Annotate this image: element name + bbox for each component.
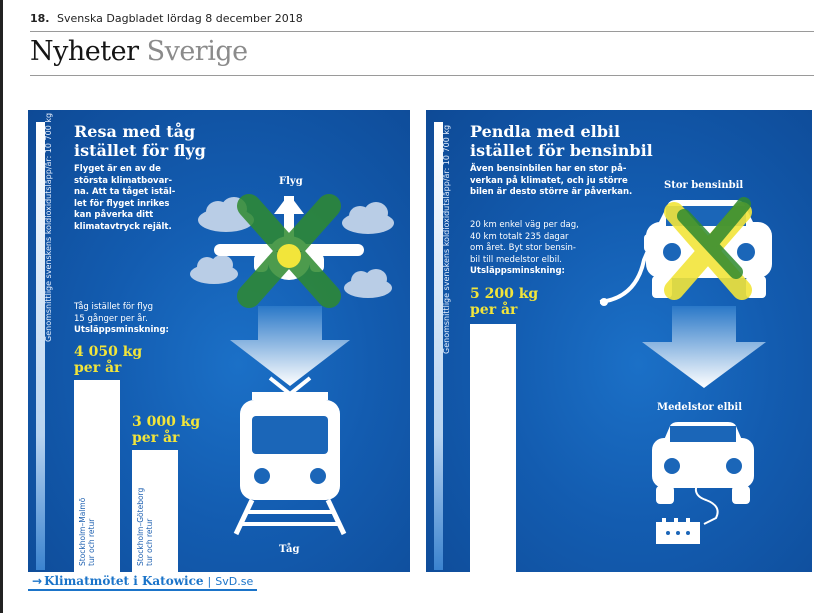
panel-title	[470, 122, 653, 160]
intro-line: klimatavtryck rejält.	[74, 221, 172, 232]
big-car-label: Stor bensinbil	[664, 180, 744, 191]
value-amount: 3 000 kg	[132, 414, 201, 430]
detail-line: bil till medelstor elbil.	[470, 254, 563, 265]
value-goteborg	[132, 414, 200, 446]
petrol-car-icon	[596, 198, 776, 308]
electric-car-icon	[648, 420, 758, 550]
detail-line: om året. Byt stor bensin-	[470, 243, 576, 253]
section-rule	[30, 75, 814, 76]
down-arrow-icon	[230, 306, 350, 386]
detail-line: 40 km totalt 235 dagar	[470, 231, 569, 242]
publication-line: Svenska Dagbladet lördag 8 december 2018	[57, 12, 303, 25]
bar-label-line: Stockholm–Malmö	[78, 497, 87, 566]
down-arrow-icon	[642, 306, 766, 388]
intro-line: na. Att ta tåget istäl-	[74, 187, 176, 197]
footer-kicker-text[interactable]: Klimatmötet i Katowice	[44, 574, 204, 588]
header-rule	[30, 31, 814, 32]
value-malmo	[74, 344, 142, 376]
value-ev	[470, 286, 538, 318]
panel-title-line1: Resa med tåg	[74, 122, 196, 141]
detail-text	[470, 220, 579, 278]
intro-line: bilen är desto större är påverkan.	[470, 187, 633, 197]
intro-line: Flyget är en av de	[74, 164, 161, 174]
emissions-scale-label: Genomsnittlige svenskens koldioxidutsläpp/år: 10 700 kg	[44, 112, 53, 342]
intro-text	[470, 164, 632, 199]
reduction-label: Utsläppsminskning:	[74, 325, 169, 335]
footer-site-link[interactable]: SvD.se	[215, 574, 254, 588]
train-label: Tåg	[279, 544, 300, 555]
intro-line: let för flyget inrikes	[74, 198, 170, 209]
value-amount: 5 200 kg	[470, 286, 539, 302]
intro-line: största klimatbovar-	[74, 175, 173, 186]
detail-line: 15 gånger per år.	[74, 313, 148, 324]
airplane-icon	[214, 196, 364, 306]
panel-title-line2: istället för flyg	[74, 141, 206, 160]
value-unit: per år	[470, 302, 518, 318]
bar-goteborg-label	[136, 488, 154, 566]
arrow-right-icon: →	[32, 574, 43, 588]
section-sub: Sverige	[146, 36, 248, 67]
value-amount: 4 050 kg	[74, 344, 143, 360]
intro-line: kan påverka ditt	[74, 210, 154, 220]
infographic-train-vs-flight	[28, 110, 410, 572]
section-main: Nyheter	[30, 36, 139, 67]
panel-title-line2: istället för bensinbil	[470, 141, 653, 160]
page-header	[30, 12, 303, 25]
footer-separator: |	[207, 574, 212, 588]
bar-ev-saving	[470, 324, 516, 572]
page-number: 18.	[30, 12, 50, 25]
footer-kicker[interactable]	[28, 573, 257, 591]
page-edge	[0, 0, 3, 613]
detail-line: Tåg istället för flyg	[74, 302, 153, 312]
detail-text	[74, 302, 169, 337]
intro-line: verkan på klimatet, och ju större	[470, 175, 628, 186]
value-unit: per år	[132, 430, 180, 446]
intro-text	[74, 164, 175, 233]
reduction-label: Utsläppsminskning:	[470, 266, 565, 276]
emissions-scale-label: Genomsnittlige svenskens koldioxidutsläpp/år: 10 700 kg	[442, 124, 451, 354]
train-icon	[230, 376, 350, 536]
value-unit: per år	[74, 360, 122, 376]
bar-malmo-label	[78, 498, 96, 566]
panel-title-line1: Pendla med elbil	[470, 122, 621, 141]
infographic-ev-vs-petrol	[426, 110, 812, 572]
bar-label-line: tur och retur	[87, 518, 96, 566]
bar-label-line: tur och retur	[145, 518, 154, 566]
ev-label: Medelstor elbil	[657, 402, 743, 413]
panel-title	[74, 122, 206, 160]
plane-label: Flyg	[279, 176, 303, 187]
bar-label-line: Stockholm–Göteborg	[136, 487, 145, 566]
detail-line: 20 km enkel väg per dag,	[470, 220, 579, 230]
section-title	[30, 36, 248, 67]
intro-line: Även bensinbilen har en stor på-	[470, 164, 627, 174]
